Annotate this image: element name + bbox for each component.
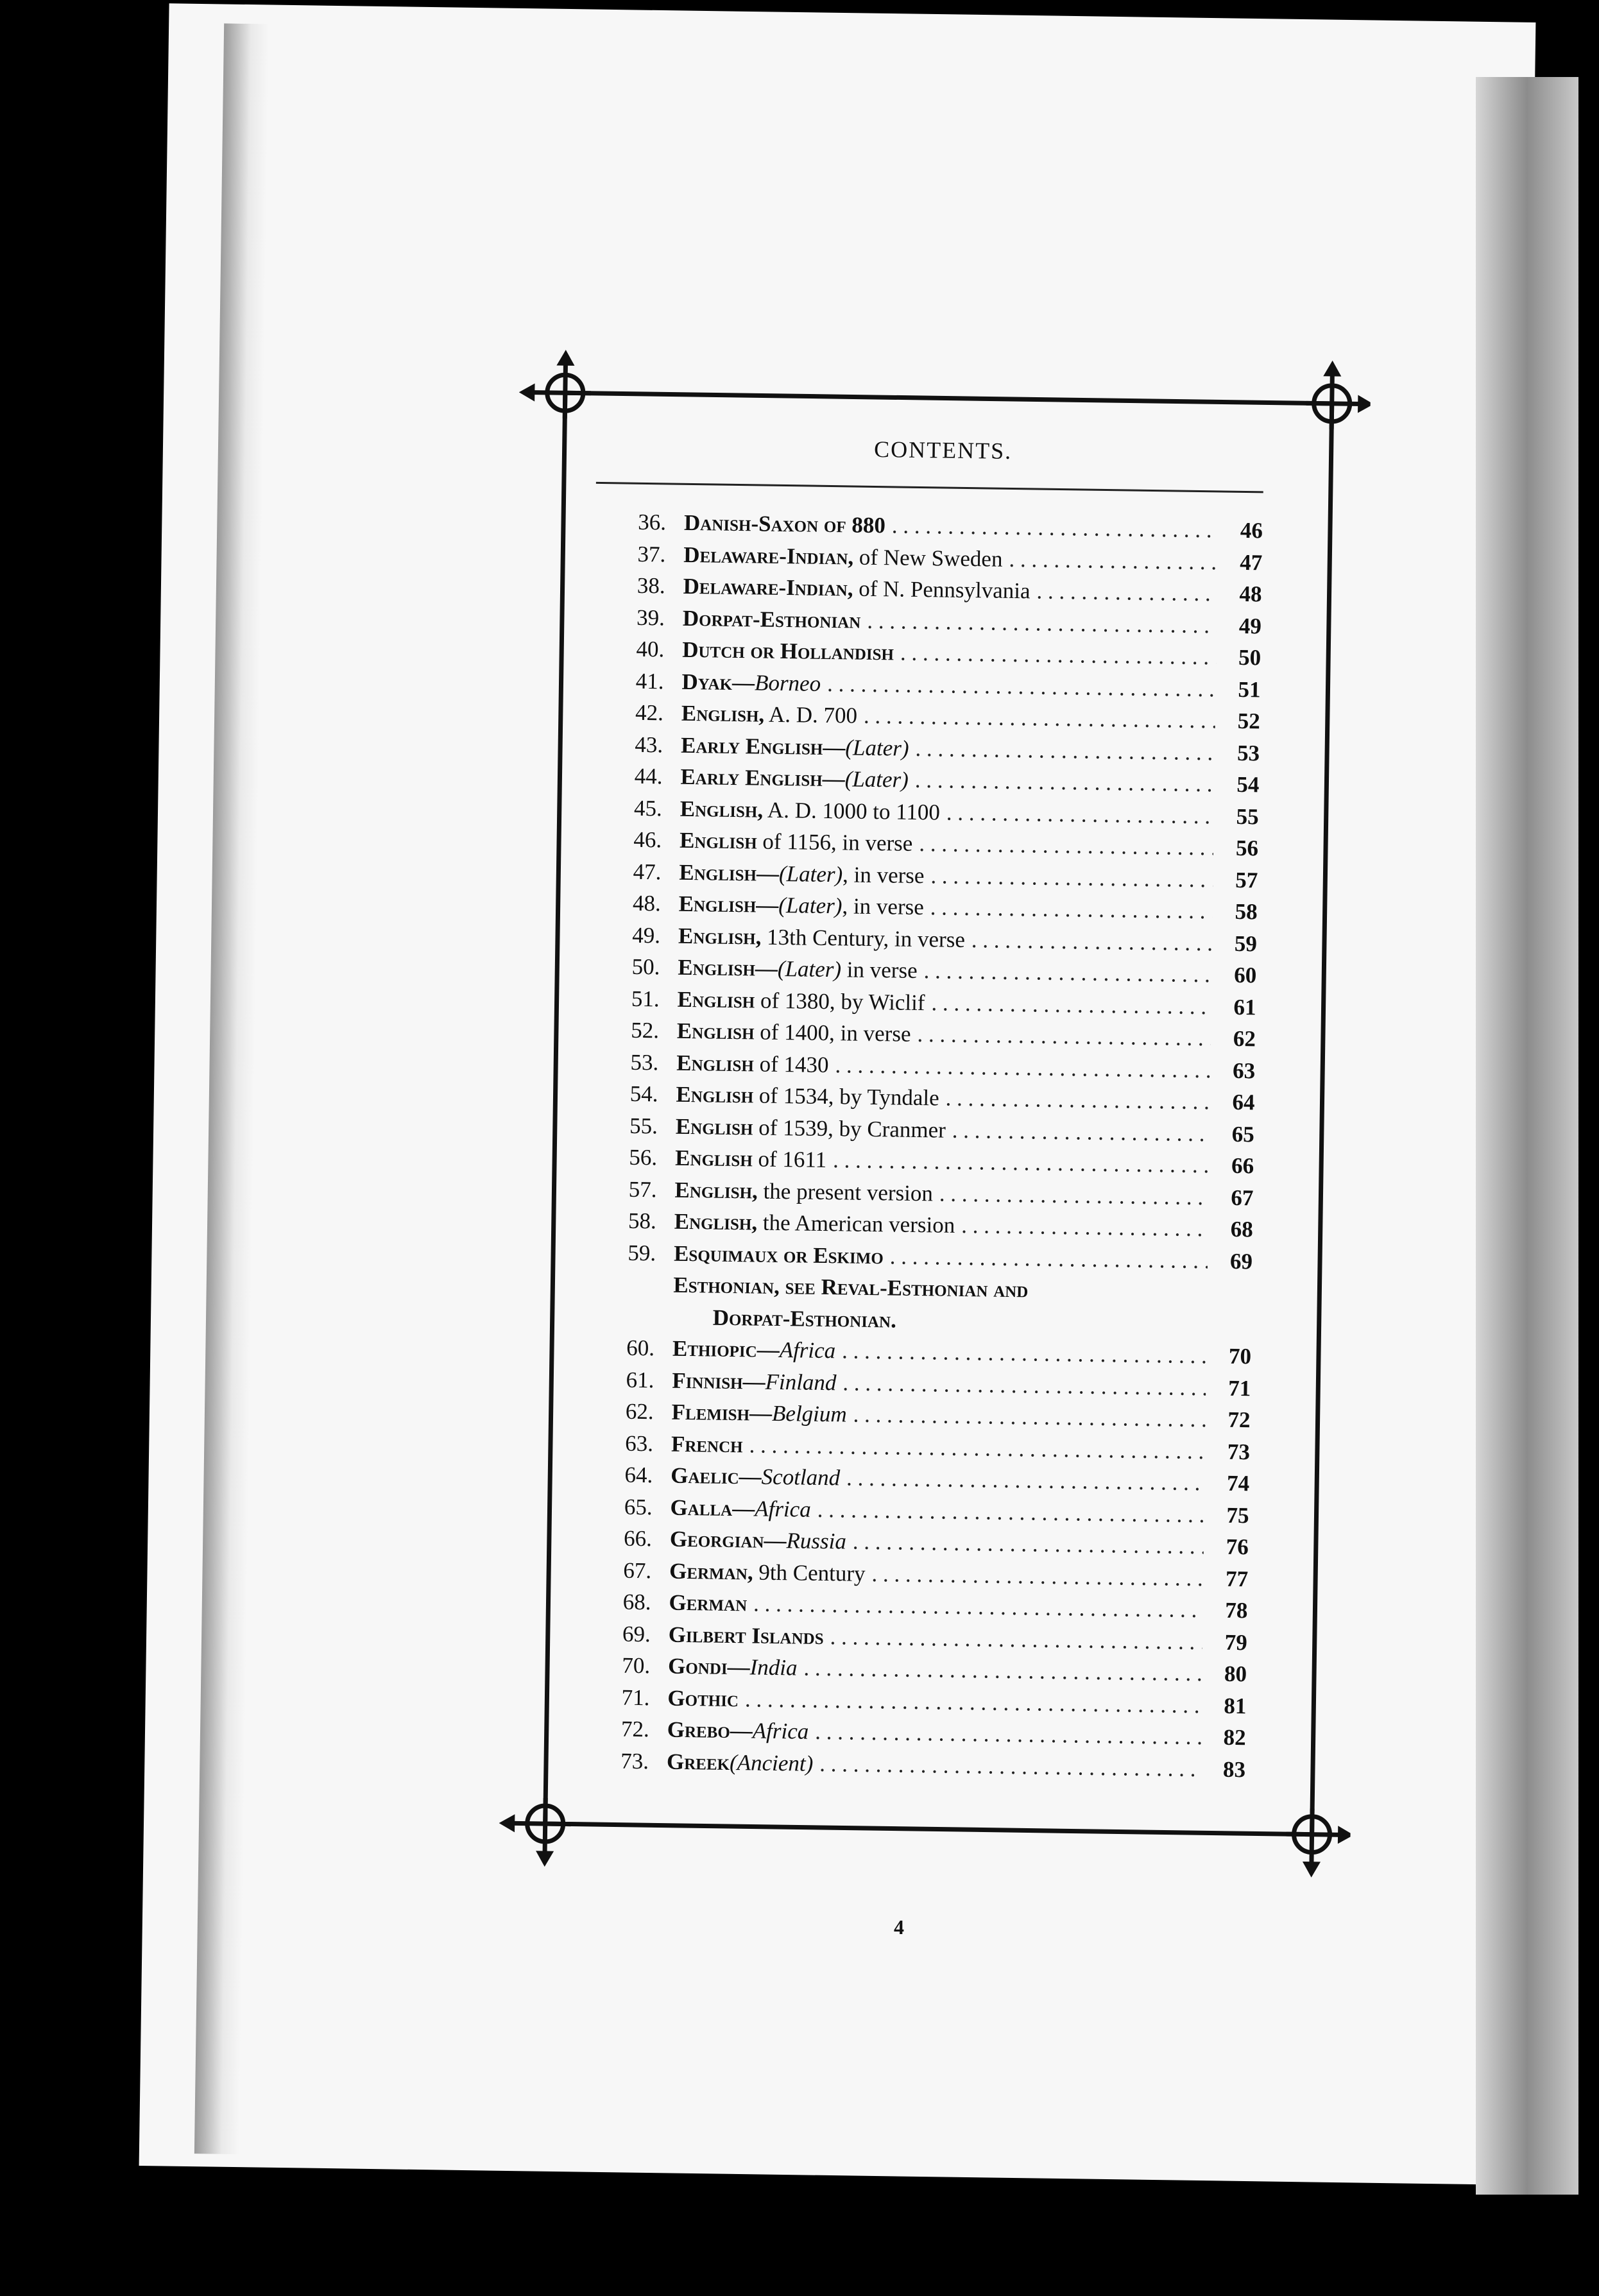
leader-dots (915, 764, 1215, 800)
entry-page: 63 (1232, 1058, 1256, 1083)
entry-title (669, 1587, 747, 1620)
entry-title (681, 729, 909, 764)
entry-detail: of 1430 (753, 1050, 829, 1077)
entry-number: 59. (628, 1240, 656, 1265)
contents-list (578, 432, 1264, 1785)
leader-dots (815, 1716, 1201, 1753)
leader-dots (853, 1399, 1206, 1435)
entry-page: 71 (1228, 1375, 1251, 1401)
entry-detail: , in verse (842, 861, 925, 888)
entry-page: 72 (1227, 1407, 1251, 1433)
entry-page: 70 (1228, 1343, 1252, 1369)
entry-language: Danish-Saxon of 880 (683, 510, 886, 538)
leader-dots (745, 1683, 1202, 1721)
leader-dots (892, 510, 1218, 546)
entry-language: Esquimaux or Eskimo (673, 1240, 884, 1269)
entry-page: 68 (1230, 1216, 1254, 1242)
entry-detail: of 1539, by Cranmer (753, 1114, 946, 1143)
entry-title (680, 761, 909, 796)
entry-language: Greek (666, 1749, 730, 1775)
entry-page: 76 (1226, 1534, 1249, 1560)
entry-title (671, 1428, 743, 1461)
entry-title (672, 1364, 837, 1398)
entry-detail: of 1611 (752, 1146, 827, 1173)
entry-language: English (677, 986, 755, 1013)
entry-language: Dyak— (681, 669, 755, 695)
leader-dots (971, 924, 1213, 959)
entry-language: Finnish— (672, 1367, 765, 1394)
leader-dots (846, 1462, 1205, 1499)
entry-page: 74 (1226, 1470, 1250, 1496)
entry-region: India (749, 1654, 798, 1681)
entry-page: 78 (1225, 1597, 1248, 1623)
entry-title (681, 665, 821, 699)
entry-page: 64 (1232, 1089, 1255, 1115)
entry-language: Grebo— (667, 1717, 753, 1743)
entry-title (671, 1396, 847, 1430)
page-edge-left (194, 23, 269, 2154)
entry-title (667, 1745, 814, 1779)
entry-language: Dorpat-Esthonian (682, 605, 861, 633)
entry-number: 52. (630, 1017, 660, 1043)
entry-page: 50 (1238, 644, 1261, 671)
entry-language: Gothic (667, 1685, 739, 1711)
leader-dots (871, 1558, 1203, 1595)
entry-number: 65. (624, 1494, 653, 1520)
leader-dots (946, 796, 1214, 832)
entry-title (683, 570, 1030, 607)
leader-dots (1009, 543, 1217, 578)
entry-language: English (676, 1050, 755, 1076)
entry-number: 53. (630, 1049, 659, 1075)
entry-page: 66 (1231, 1152, 1254, 1179)
entry-language: English— (678, 954, 778, 981)
entry-number: 70. (622, 1652, 651, 1679)
entry-region: (Later) (844, 766, 909, 792)
leader-dots (830, 1621, 1202, 1658)
contents-entries-b (578, 1332, 1252, 1785)
leader-dots (817, 1493, 1204, 1530)
entry-title (667, 1682, 739, 1715)
entry-title (670, 1491, 811, 1525)
entry-detail: in verse (841, 957, 918, 983)
entry-title (676, 1110, 946, 1145)
entry-language: Delaware-Indian, (683, 542, 854, 570)
cross-reference-note-cont: Dorpat-Esthonian. (712, 1305, 897, 1333)
entry-page: 65 (1231, 1121, 1255, 1147)
entry-language: Delaware-Indian, (683, 573, 853, 601)
leader-dots (945, 1083, 1210, 1118)
leader-dots (930, 860, 1213, 896)
entry-number: 58. (628, 1208, 657, 1234)
entry-page: 62 (1233, 1025, 1256, 1052)
entry-language: English— (678, 891, 779, 918)
entry-page: 56 (1235, 835, 1259, 861)
entry-title (670, 1523, 847, 1557)
entry-title (677, 1015, 911, 1050)
entry-page: 75 (1226, 1502, 1249, 1528)
entry-language: English (675, 1113, 753, 1140)
entry-title (678, 952, 918, 987)
leader-dots (917, 1018, 1211, 1054)
corner-ornament-bottom-right (1286, 1808, 1349, 1873)
entry-title (675, 1142, 827, 1176)
leader-dots (864, 700, 1215, 737)
entry-number: 39. (636, 604, 665, 630)
entry-number: 72. (620, 1716, 650, 1742)
entry-language: Early English— (680, 764, 845, 792)
entry-number: 62. (625, 1398, 654, 1425)
entry-region: Finland (765, 1369, 837, 1395)
entry-region: Belgium (771, 1400, 847, 1427)
entry-language: Ethiopic— (672, 1335, 780, 1363)
entry-number: 41. (635, 668, 664, 694)
entry-detail: of N. Pennsylvania (853, 576, 1030, 604)
entry-number: 47. (633, 859, 662, 884)
leader-dots (919, 828, 1213, 864)
corner-ornament-top-left (523, 354, 591, 418)
entry-detail: of 1534, by Tyndale (753, 1083, 939, 1111)
leader-dots (900, 637, 1217, 673)
entry-number: 55. (629, 1113, 658, 1138)
entry-number: 51. (631, 986, 660, 1011)
entry-number: 40. (636, 636, 665, 662)
entry-detail: of New Sweden (853, 544, 1003, 572)
entry-region: (Ancient) (729, 1749, 814, 1776)
entry-language: Early English— (680, 732, 846, 760)
entry-title (683, 602, 861, 636)
entry-detail: A. D. 700 (764, 701, 858, 728)
entry-region: (Later) (845, 734, 909, 761)
entry-number: 56. (629, 1144, 658, 1170)
entry-page: 53 (1236, 740, 1260, 766)
leader-dots (842, 1335, 1206, 1371)
entry-region: Borneo (754, 669, 821, 696)
entry-detail: A. D. 1000 to 1100 (762, 797, 941, 825)
entry-title (683, 538, 1003, 574)
entry-language: English, (674, 1177, 758, 1204)
entry-number: 67. (623, 1557, 652, 1583)
entry-language: German, (669, 1558, 753, 1584)
entry-page: 57 (1235, 867, 1258, 893)
entry-detail: , in verse (842, 893, 925, 920)
corner-ornament-bottom-left (503, 1797, 571, 1862)
entry-detail: 9th Century (753, 1559, 866, 1586)
entry-language: English, (680, 796, 764, 823)
contents-frame (464, 347, 1371, 1899)
title-rule (596, 482, 1263, 493)
entry-page: 48 (1239, 581, 1262, 607)
leader-dots (853, 1526, 1204, 1563)
entry-page: 55 (1236, 803, 1259, 829)
entry-language: English— (679, 859, 780, 886)
entry-page: 82 (1223, 1724, 1246, 1751)
entry-page: 81 (1224, 1693, 1247, 1718)
leader-dots (819, 1747, 1201, 1785)
entry-page: 80 (1224, 1661, 1247, 1687)
entry-title (679, 856, 925, 891)
leader-dots (915, 732, 1215, 768)
entry-title (680, 792, 940, 828)
entry-language: Gondi— (667, 1653, 750, 1680)
entry-title (681, 698, 858, 732)
cross-reference-note: Esthonian, see Reval-Esthonian and (673, 1272, 1029, 1303)
entry-title (678, 920, 966, 955)
leader-dots (835, 1049, 1210, 1086)
entry-page: 49 (1238, 613, 1262, 638)
entry-number: 45. (633, 795, 663, 821)
entry-title (677, 983, 925, 1018)
entry-number: 68. (622, 1589, 651, 1615)
entry-title (676, 1079, 939, 1114)
entry-number: 42. (635, 699, 664, 726)
entry-language: Galla— (670, 1495, 755, 1521)
entry-language: English (674, 1145, 753, 1172)
entry-page: 46 (1240, 517, 1263, 544)
entry-number: 50. (631, 954, 660, 980)
entry-page: 47 (1239, 549, 1263, 575)
entry-language: English, (678, 923, 762, 950)
entry-page: 73 (1227, 1439, 1251, 1464)
entry-detail: of 1156, in verse (757, 828, 913, 856)
entry-language: English (676, 1018, 755, 1045)
entry-language: English, (674, 1208, 758, 1235)
entry-language: English (676, 1081, 754, 1108)
entry-region: (Later) (778, 892, 842, 919)
leader-dots (842, 1367, 1206, 1403)
entry-language: French (671, 1431, 743, 1457)
entry-language: Gilbert Islands (668, 1622, 824, 1649)
page-edge-right (1476, 77, 1578, 2195)
entry-language: Flemish— (671, 1399, 773, 1426)
leader-dots (889, 1240, 1208, 1276)
entry-title (674, 1237, 884, 1272)
entry-title (667, 1714, 808, 1748)
entry-region: Russia (786, 1528, 847, 1554)
entry-region: (Later) (777, 955, 842, 982)
entry-page: 58 (1235, 898, 1258, 925)
entry-region: Scotland (761, 1464, 841, 1491)
page-number: 4 (894, 1915, 904, 1939)
entry-page: 83 (1222, 1756, 1246, 1782)
leader-dots (827, 667, 1216, 705)
entry-title (682, 634, 894, 669)
leader-dots (867, 604, 1217, 641)
leader-dots (939, 1178, 1209, 1213)
entry-number: 71. (621, 1684, 650, 1710)
entry-region: Africa (755, 1496, 812, 1522)
entry-number: 69. (622, 1621, 651, 1647)
entry-number: 38. (637, 572, 665, 599)
entry-language: English, (681, 700, 765, 727)
entry-page: 67 (1231, 1185, 1254, 1210)
entry-language: German (669, 1589, 748, 1616)
entry-page: 77 (1225, 1566, 1249, 1591)
entry-language: Georgian— (669, 1526, 787, 1554)
leader-dots (961, 1210, 1208, 1245)
entry-title (668, 1618, 824, 1652)
leader-dots (833, 1144, 1210, 1181)
entry-number: 48. (632, 890, 662, 916)
entry-number: 43. (635, 732, 663, 757)
entry-number: 73. (620, 1748, 649, 1774)
leader-dots (1036, 576, 1217, 610)
entry-number: 54. (629, 1081, 658, 1107)
entry-detail: of 1380, by Wiclif (754, 987, 925, 1015)
entry-title (674, 1174, 933, 1209)
entry-page: 69 (1229, 1248, 1253, 1274)
contents-entries-a (585, 506, 1263, 1277)
entry-detail: 13th Century, in verse (761, 924, 966, 952)
entry-language: Gaelic— (671, 1462, 762, 1489)
entry-detail: of 1400, in verse (754, 1019, 911, 1047)
entry-title (669, 1555, 866, 1589)
entry-title (672, 1333, 836, 1367)
entry-region: (Later) (778, 861, 843, 887)
entry-page: 54 (1236, 771, 1260, 798)
entry-number: 49. (632, 922, 661, 948)
entry-language: English (679, 827, 757, 854)
entry-language: Dutch or Hollandish (681, 637, 894, 665)
entry-number: 46. (633, 827, 662, 853)
entry-number: 66. (623, 1525, 653, 1552)
leader-dots (930, 891, 1213, 927)
entry-number: 37. (637, 541, 666, 567)
contents-title: CONTENTS. (873, 436, 1013, 464)
entry-region: Africa (779, 1337, 836, 1364)
entry-title (680, 825, 913, 860)
entry-page: 51 (1238, 676, 1261, 702)
entry-page: 59 (1234, 930, 1258, 956)
entry-page: 79 (1224, 1629, 1248, 1655)
corner-ornament-top-right (1306, 364, 1369, 429)
leader-dots (931, 987, 1211, 1023)
entry-page: 60 (1233, 962, 1257, 988)
entry-page: 52 (1237, 708, 1261, 734)
entry-number: 63. (624, 1430, 654, 1456)
entry-region: Africa (752, 1718, 809, 1744)
entry-title (684, 507, 886, 542)
leader-dots (952, 1114, 1210, 1149)
entry-detail: the American version (757, 1210, 955, 1238)
entry-number: 60. (626, 1335, 655, 1361)
entry-page: 61 (1233, 994, 1256, 1020)
entry-detail: the present version (757, 1178, 934, 1206)
entry-title (674, 1206, 955, 1242)
entry-title (676, 1047, 829, 1081)
entry-title (678, 888, 924, 923)
leader-dots (803, 1652, 1202, 1690)
entry-number: 44. (634, 763, 663, 789)
entry-title (668, 1650, 798, 1684)
entry-title (671, 1460, 841, 1494)
entry-number: 61. (626, 1367, 654, 1392)
entry-number: 57. (628, 1176, 657, 1202)
entry-number: 64. (624, 1462, 653, 1488)
leader-dots (923, 955, 1211, 991)
entry-number: 36. (638, 509, 667, 535)
